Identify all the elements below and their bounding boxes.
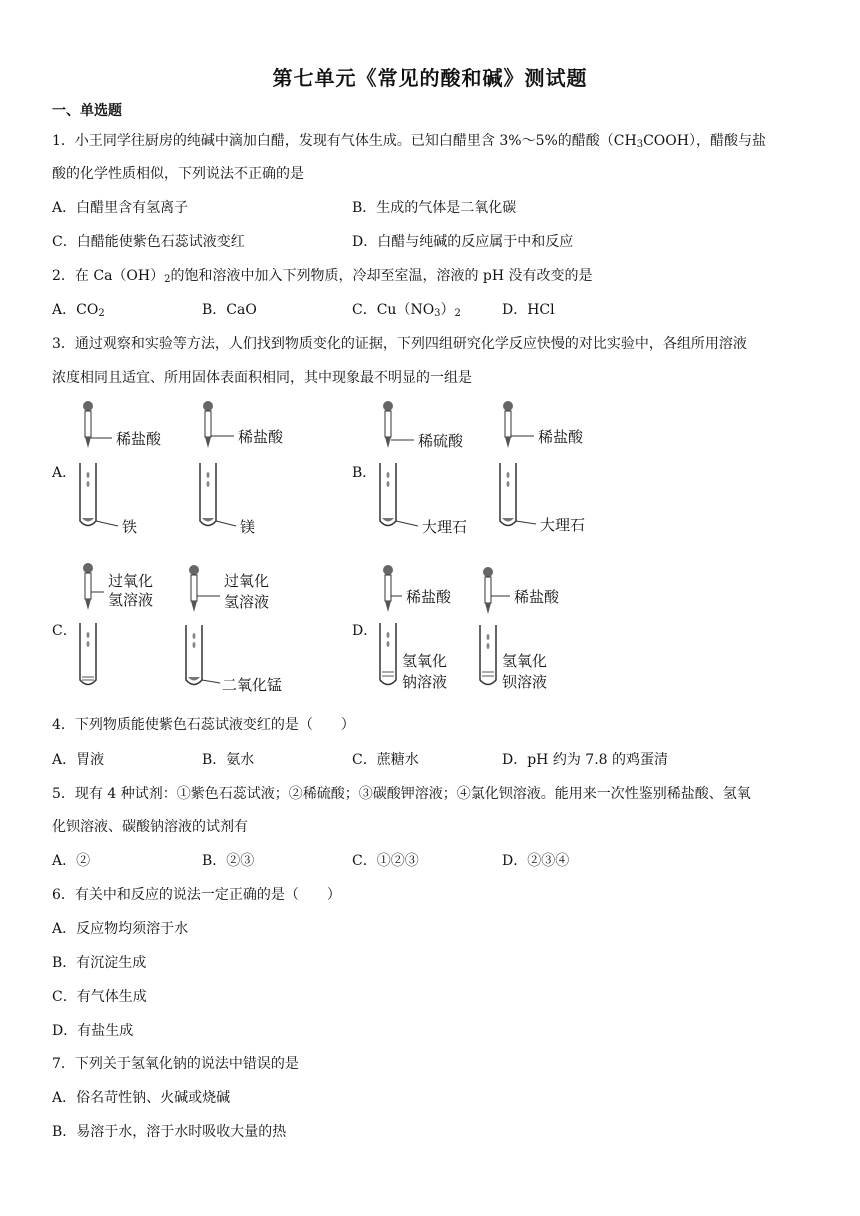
fig-b-solid-2: 大理石 — [540, 516, 586, 534]
q3-figure-b — [370, 398, 610, 547]
fig-b-reagent-1: 稀硫酸 — [418, 432, 464, 450]
page-title: 第七单元《常见的酸和碱》测试题 — [272, 66, 588, 90]
fig-c-reagent-1a: 过氧化 — [108, 572, 154, 590]
q1-stem-line1: 1．小王同学往厨房的纯碱中滴加白醋，发现有气体生成。已知白醋里含 3%～5%的醋酸$(CH_3COOH)$，醋酸与盐 — [52, 133, 766, 150]
fig-a-solid-1: 铁 — [122, 518, 138, 536]
fig-d-solution-1a: 氢氧化 — [402, 652, 448, 670]
q3-option-d: D． — [352, 623, 378, 639]
fig-b-solid-1: 大理石 — [422, 518, 468, 536]
q1-option-a: A．白醋里含有氢离子 — [52, 200, 189, 216]
q6-option-b: B．有沉淀生成 — [52, 955, 147, 971]
q6-option-d: D．有盐生成 — [52, 1023, 134, 1039]
test-tube-icon — [380, 623, 396, 685]
fig-b-reagent-2: 稀盐酸 — [538, 428, 584, 446]
q1-stem-line2: 酸的化学性质相似，下列说法不正确的是 — [52, 166, 304, 182]
q2-option-a: A．$CO_2$ — [52, 302, 105, 319]
fig-c-reagent-2a: 过氧化 — [224, 572, 270, 590]
q5-option-d: D．②③④ — [502, 853, 570, 869]
dropper-icon — [383, 401, 393, 448]
fig-a-reagent-1: 稀盐酸 — [116, 430, 162, 448]
q4-option-b: B．氨水 — [202, 752, 255, 768]
fig-d-solution-1b: 钠溶液 — [402, 673, 448, 691]
q6-stem: 6．有关中和反应的说法一定正确的是（ ） — [52, 887, 341, 903]
test-tube-icon — [80, 623, 96, 685]
q3-option-c: C． — [52, 623, 77, 639]
q4-option-d: D．pH 约为 7.8 的鸡蛋清 — [502, 752, 669, 768]
test-tube-icon — [186, 625, 202, 685]
q5-option-a: A．② — [52, 853, 91, 869]
q3-option-a: A． — [52, 465, 77, 481]
q7-stem: 7．下列关于氢氧化钠的说法中错误的是 — [52, 1056, 299, 1072]
fig-d-solution-2a: 氢氧化 — [502, 652, 548, 670]
q3-stem-line2: 浓度相同且适宜、所用固体表面积相同，其中现象最不明显的一组是 — [52, 370, 472, 386]
q5-option-c: C．①②③ — [352, 853, 419, 869]
fig-d-reagent-2: 稀盐酸 — [514, 588, 560, 606]
q6-option-c: C．有气体生成 — [52, 989, 147, 1005]
q4-option-c: C．蔗糖水 — [352, 752, 419, 768]
dropper-icon — [83, 563, 93, 610]
q7-option-b: B．易溶于水，溶于水时吸收大量的热 — [52, 1124, 287, 1140]
q5-stem-line1: 5．现有 4 种试剂：①紫色石蕊试液；②稀硫酸；③碳酸钾溶液；④氯化钡溶液。能用来一次性鉴别稀盐酸、氢氧 — [52, 786, 751, 802]
dropper-icon — [83, 401, 93, 448]
fig-d-reagent-1: 稀盐酸 — [406, 588, 452, 606]
q2-option-c: C．$Cu(NO_3)_2$ — [352, 302, 461, 319]
fig-c-reagent-2b: 氢溶液 — [224, 593, 270, 611]
q5-option-b: B．②③ — [202, 853, 255, 869]
fig-c-reagent-1b: 氢溶液 — [108, 591, 154, 609]
q3-stem-line1: 3．通过观察和实验等方法，人们找到物质变化的证据，下列四组研究化学反应快慢的对比实验中，各组所用溶液 — [52, 336, 747, 352]
q1-option-c: C．白醋能使紫色石蕊试液变红 — [52, 234, 245, 250]
q1-option-d: D．白醋与纯碱的反应属于中和反应 — [352, 234, 574, 250]
dropper-icon — [503, 401, 513, 448]
q3-figure-c — [70, 560, 310, 704]
q3-figure-a — [70, 398, 310, 547]
test-tube-icon — [380, 463, 396, 526]
q6-option-a: A．反应物均须溶于水 — [52, 921, 189, 937]
section-heading: 一、单选题 — [52, 103, 122, 119]
q7-option-a: A．俗名苛性钠、火碱或烧碱 — [52, 1090, 231, 1106]
fig-c-solid-2: 二氧化锰 — [222, 676, 283, 694]
test-tube-icon — [80, 463, 96, 526]
q4-stem: 4．下列物质能使紫色石蕊试液变红的是（ ） — [52, 717, 355, 733]
q3-option-b: B． — [352, 465, 377, 481]
q4-option-a: A．胃液 — [52, 752, 105, 768]
q2-option-d: D．HCl — [502, 302, 555, 318]
dropper-icon — [203, 401, 213, 448]
fig-a-solid-2: 镁 — [240, 518, 256, 536]
q5-stem-line2: 化钡溶液、碳酸钠溶液的试剂有 — [52, 819, 248, 835]
q1-option-b: B．生成的气体是二氧化碳 — [352, 200, 517, 216]
dropper-icon — [483, 567, 493, 614]
fig-d-solution-2b: 钡溶液 — [502, 673, 548, 691]
test-tube-icon — [200, 463, 216, 526]
q2-stem: 2．在 $Ca(OH)_2$的饱和溶液中加入下列物质，冷却至室温，溶液的 pH 没有改变的是 — [52, 268, 593, 285]
test-tube-icon — [480, 625, 496, 685]
q3-figure-d — [370, 560, 610, 704]
dropper-icon — [189, 565, 199, 612]
dropper-icon — [383, 565, 393, 612]
test-tube-icon — [500, 463, 516, 526]
fig-a-reagent-2: 稀盐酸 — [238, 428, 284, 446]
q2-option-b: B．CaO — [202, 302, 257, 318]
